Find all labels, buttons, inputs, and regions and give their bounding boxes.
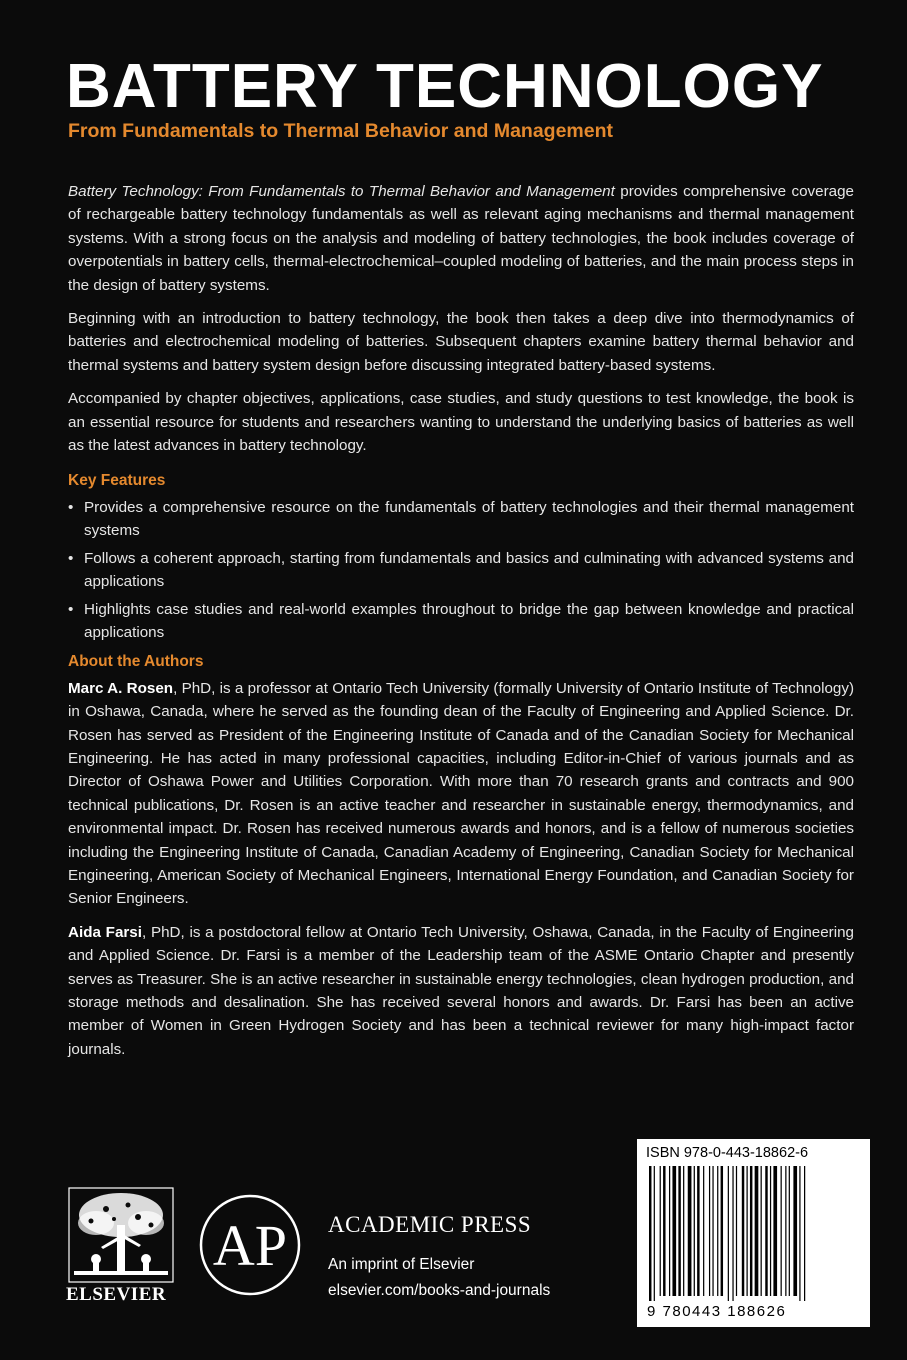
academic-press-name: ACADEMIC PRESS xyxy=(328,1212,532,1237)
description-paragraph-3: Accompanied by chapter objectives, applications, case studies, and study questions to test knowledge, the book is an essential resource for students and researchers wanting to understand the underlying basics of batteries as well as the latest advances in battery technology. xyxy=(68,390,854,455)
author-bio-rosen xyxy=(68,677,854,911)
elsevier-wordmark: ELSEVIER xyxy=(66,1284,167,1305)
author-bio-farsi xyxy=(68,921,854,1061)
feature-item xyxy=(68,547,854,594)
book-subtitle: From Fundamentals to Thermal Behavior and Management xyxy=(68,120,614,142)
description-paragraph-2: Beginning with an introduction to battery technology, the book then takes a deep dive into thermodynamics of batteries and electrochemical modeling of batteries. Subsequent chapters examine battery thermal behavior and thermal systems and battery system design before discussing integrated battery-based systems. xyxy=(68,310,854,374)
isbn-label: ISBN 978-0-443-18862-6 xyxy=(646,1145,809,1161)
feature-text: Highlights case studies and real-world examples throughout to bridge the gap between knowledge and practical applications xyxy=(84,600,854,641)
ap-monogram: AP xyxy=(212,1213,288,1278)
author-bio-text: , PhD, is a professor at Ontario Tech University (formally University of Ontario Institute of Technology) in Oshawa, Canada, where he served as the founding dean of the Faculty of Engineering and Applied Science. Dr. Rosen has served as President of the Engineering Institute of Canada and of the Canadian Society for Mechanical Engineering. He has acted in many professional capacities, including Editor-in-Chief of various journals and as Director of Oshawa Power and Utilities Corporation. With more than 70 research grants and contracts and 900 technical publications, Dr. Rosen is an active teacher and researcher in sustainable energy, thermodynamics, and environmental impact. Dr. Rosen has received numerous awards and honors, and is a fellow of numerous societies including the Engineering Institute of Canada, Canadian Academy of Engineering, Canadian Society for Mechanical Engineering, American Society of Mechanical Engineers, International Energy Foundation, and Canadian Society for Senior Engineers. xyxy=(68,679,854,908)
key-features-list xyxy=(68,496,854,644)
feature-text: Follows a coherent approach, starting from fundamentals and basics and culminating with advanced systems and applications xyxy=(84,549,854,591)
bullet-icon: • xyxy=(68,498,74,516)
barcode-graphic xyxy=(647,1166,860,1301)
imprint-text: An imprint of Elsevier xyxy=(328,1256,475,1273)
description-p1-text: provides comprehensive coverage of rechargeable battery technology fundamentals as well as relevant aging mechanisms and thermal management systems. With a strong focus on the analysis and modeling of battery technologies, the book includes coverage of overpotentials in battery cells, thermal-electrochemical–coupled modeling of batteries, and the main process steps in the design of battery systems. xyxy=(68,183,854,294)
author-name: Aida Farsi xyxy=(68,923,142,941)
description-paragraph-1 xyxy=(68,180,854,297)
feature-item xyxy=(68,598,854,645)
isbn-barcode-box xyxy=(637,1139,870,1327)
feature-text: Provides a comprehensive resource on the fundamentals of battery technologies and their thermal management systems xyxy=(84,498,854,540)
description-body xyxy=(68,180,854,1071)
barcode-digits: 9 780443 188626 xyxy=(647,1303,787,1320)
author-name: Marc A. Rosen xyxy=(68,679,174,697)
key-features-heading: Key Features xyxy=(68,472,166,490)
author-bio-text: , PhD, is a postdoctoral fellow at Ontario Tech University, Oshawa, Canada, in the Faculty of Engineering and Applied Science. Dr. Farsi is a member of the Leadership team of the ASME Ontario Chapter and presently serves as Treasurer. She is an active researcher in sustainable energy technologies, clean hydrogen production, and storage methods and desalination. She has received several honors and awards. Dr. Farsi has been an active member of Women in Green Hydrogen Society and has been a technical reviewer for many high-impact factor journals. xyxy=(68,923,854,1058)
academic-press-logo xyxy=(198,1193,302,1297)
publisher-url: elsevier.com/books-and-journals xyxy=(328,1282,551,1299)
feature-item xyxy=(68,496,854,543)
title-italic: Battery Technology: From Fundamentals to Thermal Behavior and Management xyxy=(68,183,615,200)
bullet-icon: • xyxy=(68,600,74,618)
elsevier-tree-logo xyxy=(66,1185,176,1285)
about-authors-heading: About the Authors xyxy=(68,653,204,671)
bullet-icon: • xyxy=(68,549,74,567)
book-title: BATTERY TECHNOLOGY xyxy=(66,52,824,121)
